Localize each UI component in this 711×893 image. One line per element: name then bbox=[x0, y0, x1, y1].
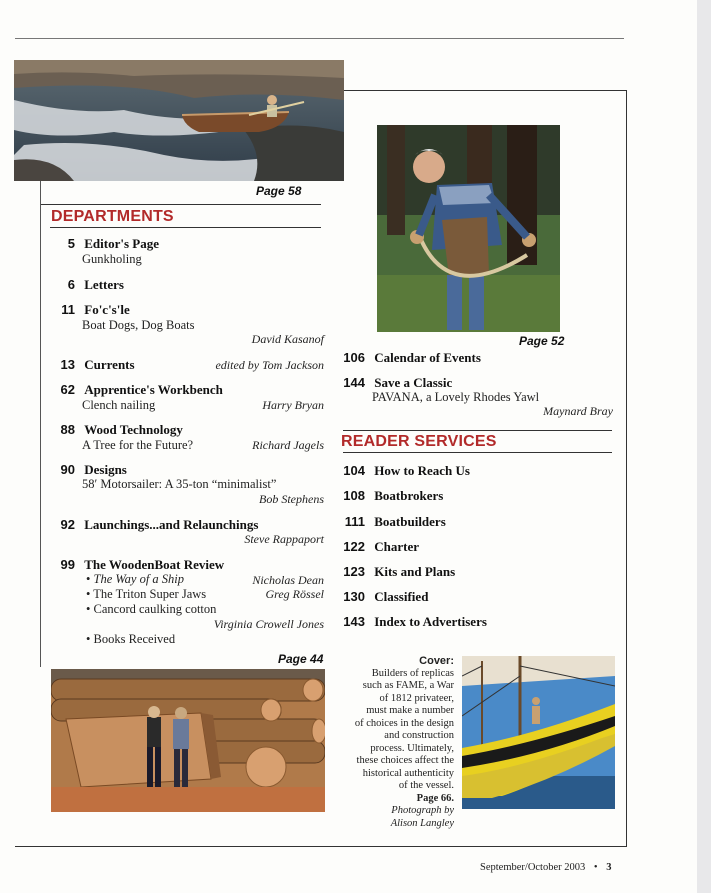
review-item-way-of-a-ship bbox=[86, 572, 184, 587]
toc-entry-apprentices-workbench[interactable] bbox=[55, 382, 223, 398]
toc-author: Steve Rappaport bbox=[244, 532, 324, 546]
toc-page-number: 90 bbox=[60, 462, 75, 477]
reader-services-top-rule bbox=[343, 430, 612, 431]
toc-title: Charter bbox=[374, 539, 420, 554]
toc-entry-index-to-advertisers[interactable] bbox=[343, 614, 487, 630]
toc-subtitle: Gunkholing bbox=[82, 252, 142, 266]
left-column-side-rule bbox=[40, 181, 41, 667]
toc-author: Virginia Crowell Jones bbox=[213, 617, 324, 631]
toc-title: Kits and Plans bbox=[374, 564, 456, 579]
cover-line: of the vessel. bbox=[398, 780, 454, 791]
cover-page-ref: Page 66. bbox=[416, 792, 454, 804]
bullet: • bbox=[86, 632, 91, 646]
toc-entry-currents[interactable] bbox=[55, 357, 135, 373]
toc-entry-launchings[interactable] bbox=[55, 517, 258, 533]
toc-title: Fo'c's'le bbox=[84, 302, 130, 317]
cover-line: of 1812 privateer, bbox=[379, 692, 454, 704]
bullet: • bbox=[86, 587, 91, 601]
toc-entry-save-a-classic[interactable] bbox=[343, 375, 452, 391]
toc-entry-editors-page[interactable] bbox=[55, 236, 159, 252]
toc-author: edited by Tom Jackson bbox=[215, 358, 324, 372]
caption-page-52: Page 52 bbox=[519, 334, 565, 348]
toc-entry-calendar-of-events[interactable] bbox=[343, 350, 481, 366]
toc-title: How to Reach Us bbox=[374, 463, 470, 478]
toc-page-number: 111 bbox=[344, 514, 365, 529]
toc-author: David Kasanof bbox=[251, 332, 324, 346]
toc-page-number: 106 bbox=[343, 350, 365, 365]
toc-page-number: 6 bbox=[67, 277, 75, 292]
toc-page-number: 122 bbox=[343, 539, 365, 554]
cover-line: these choices affect the bbox=[356, 755, 454, 766]
toc-entry-designs[interactable] bbox=[55, 462, 127, 478]
page-footer bbox=[480, 862, 611, 873]
page-edge bbox=[697, 0, 711, 893]
toc-title: Designs bbox=[84, 462, 127, 477]
toc-page-number: 144 bbox=[343, 375, 365, 390]
toc-page-number: 11 bbox=[61, 302, 75, 317]
toc-page-number: 143 bbox=[343, 614, 365, 629]
toc-page-number: 5 bbox=[67, 236, 75, 251]
toc-entry-boatbuilders[interactable] bbox=[343, 514, 446, 530]
bullet: • bbox=[86, 602, 91, 616]
toc-page-number: 99 bbox=[60, 557, 75, 572]
toc-title: Currents bbox=[84, 357, 135, 372]
toc-title: Wood Technology bbox=[84, 422, 183, 437]
toc-author: Harry Bryan bbox=[262, 398, 324, 412]
toc-page-number: 130 bbox=[343, 589, 365, 604]
toc-entry-wood-technology[interactable] bbox=[55, 422, 183, 438]
toc-title: Launchings...and Relaunchings bbox=[84, 517, 259, 532]
toc-subtitle: Boat Dogs, Dog Boats bbox=[82, 318, 195, 332]
caption-page-58: Page 58 bbox=[256, 184, 302, 198]
cover-credit: Alison Langley bbox=[390, 817, 454, 829]
photo-cover-ship bbox=[462, 656, 615, 809]
cover-label: Cover: bbox=[419, 655, 454, 667]
toc-entry-classified[interactable] bbox=[343, 589, 428, 605]
photo-timber-logs bbox=[51, 669, 325, 812]
toc-entry-kits-and-plans[interactable] bbox=[343, 564, 455, 580]
review-title: The Triton Super Jaws bbox=[93, 587, 207, 601]
toc-title: Classified bbox=[374, 589, 429, 604]
toc-subtitle: Clench nailing bbox=[82, 398, 156, 412]
review-item-triton-super-jaws bbox=[86, 587, 206, 602]
toc-page-number: 104 bbox=[343, 463, 365, 478]
toc-page-number: 92 bbox=[60, 517, 75, 532]
toc-title: Letters bbox=[84, 277, 124, 292]
toc-title: Boatbuilders bbox=[374, 514, 446, 529]
cover-line: Builders of replicas bbox=[371, 667, 454, 679]
cover-line: of choices in the design bbox=[354, 717, 454, 729]
toc-entry-letters[interactable] bbox=[55, 277, 124, 293]
toc-author: Nicholas Dean bbox=[252, 573, 324, 587]
toc-title: Index to Advertisers bbox=[374, 614, 487, 629]
footer-issue: September/October 2003 bbox=[480, 862, 586, 873]
cover-line: process. Ultimately, bbox=[370, 742, 454, 754]
section-title-departments: DEPARTMENTS bbox=[51, 208, 174, 225]
reader-services-rule bbox=[343, 452, 612, 453]
toc-page-number: 13 bbox=[60, 357, 75, 372]
review-title: The Way of a Ship bbox=[93, 572, 185, 586]
cover-line: such as FAME, a War bbox=[362, 680, 454, 691]
toc-entry-how-to-reach-us[interactable] bbox=[343, 463, 470, 479]
toc-page-number: 88 bbox=[60, 422, 75, 437]
cover-caption bbox=[334, 655, 454, 830]
departments-rule bbox=[50, 227, 321, 228]
toc-entry-woodenboat-review[interactable] bbox=[55, 557, 224, 573]
review-title: Cancord caulking cotton bbox=[93, 602, 217, 616]
bullet: • bbox=[86, 572, 91, 586]
footer-bullet: • bbox=[593, 862, 598, 873]
section-title-reader-services: READER SERVICES bbox=[341, 433, 497, 450]
bottom-rule bbox=[15, 846, 627, 847]
cover-line: must make a number bbox=[366, 705, 454, 716]
toc-author: Richard Jagels bbox=[252, 438, 324, 452]
review-title: Books Received bbox=[93, 632, 176, 646]
cover-credit: Photograph by bbox=[391, 805, 454, 816]
toc-author: Greg Rössel bbox=[265, 587, 324, 601]
review-item-cancord bbox=[86, 602, 216, 617]
toc-title: Boatbrokers bbox=[374, 488, 444, 503]
photo-man-bending-wood bbox=[377, 125, 560, 332]
toc-page-number: 62 bbox=[60, 382, 75, 397]
toc-author: Bob Stephens bbox=[259, 492, 324, 506]
toc-entry-boatbrokers[interactable] bbox=[343, 488, 443, 504]
toc-entry-focsle[interactable] bbox=[55, 302, 130, 318]
toc-author: Maynard Bray bbox=[543, 404, 613, 418]
toc-subtitle: PAVANA, a Lovely Rhodes Yawl bbox=[372, 390, 540, 404]
left-column-top-rule bbox=[40, 204, 321, 205]
toc-subtitle: A Tree for the Future? bbox=[82, 438, 194, 452]
toc-page-number: 108 bbox=[343, 488, 365, 503]
cover-line: historical authenticity bbox=[362, 767, 454, 779]
toc-page-number: 123 bbox=[343, 564, 365, 579]
right-column-side-rule bbox=[626, 90, 627, 846]
right-column-top-rule bbox=[344, 90, 626, 91]
footer-page-number: 3 bbox=[606, 862, 612, 873]
review-item-books-received bbox=[86, 632, 175, 647]
toc-subtitle: 58′ Motorsailer: A 35-ton “minimalist” bbox=[82, 477, 277, 491]
toc-title: Editor's Page bbox=[84, 236, 159, 251]
top-rule bbox=[15, 38, 624, 39]
toc-title: Calendar of Events bbox=[374, 350, 481, 365]
toc-title: The WoodenBoat Review bbox=[84, 557, 225, 572]
photo-river-rowing bbox=[14, 60, 344, 181]
caption-page-44: Page 44 bbox=[278, 652, 324, 666]
toc-title: Save a Classic bbox=[374, 375, 453, 390]
cover-line: and construction bbox=[384, 730, 454, 741]
toc-title: Apprentice's Workbench bbox=[84, 382, 223, 397]
toc-entry-charter[interactable] bbox=[343, 539, 419, 555]
